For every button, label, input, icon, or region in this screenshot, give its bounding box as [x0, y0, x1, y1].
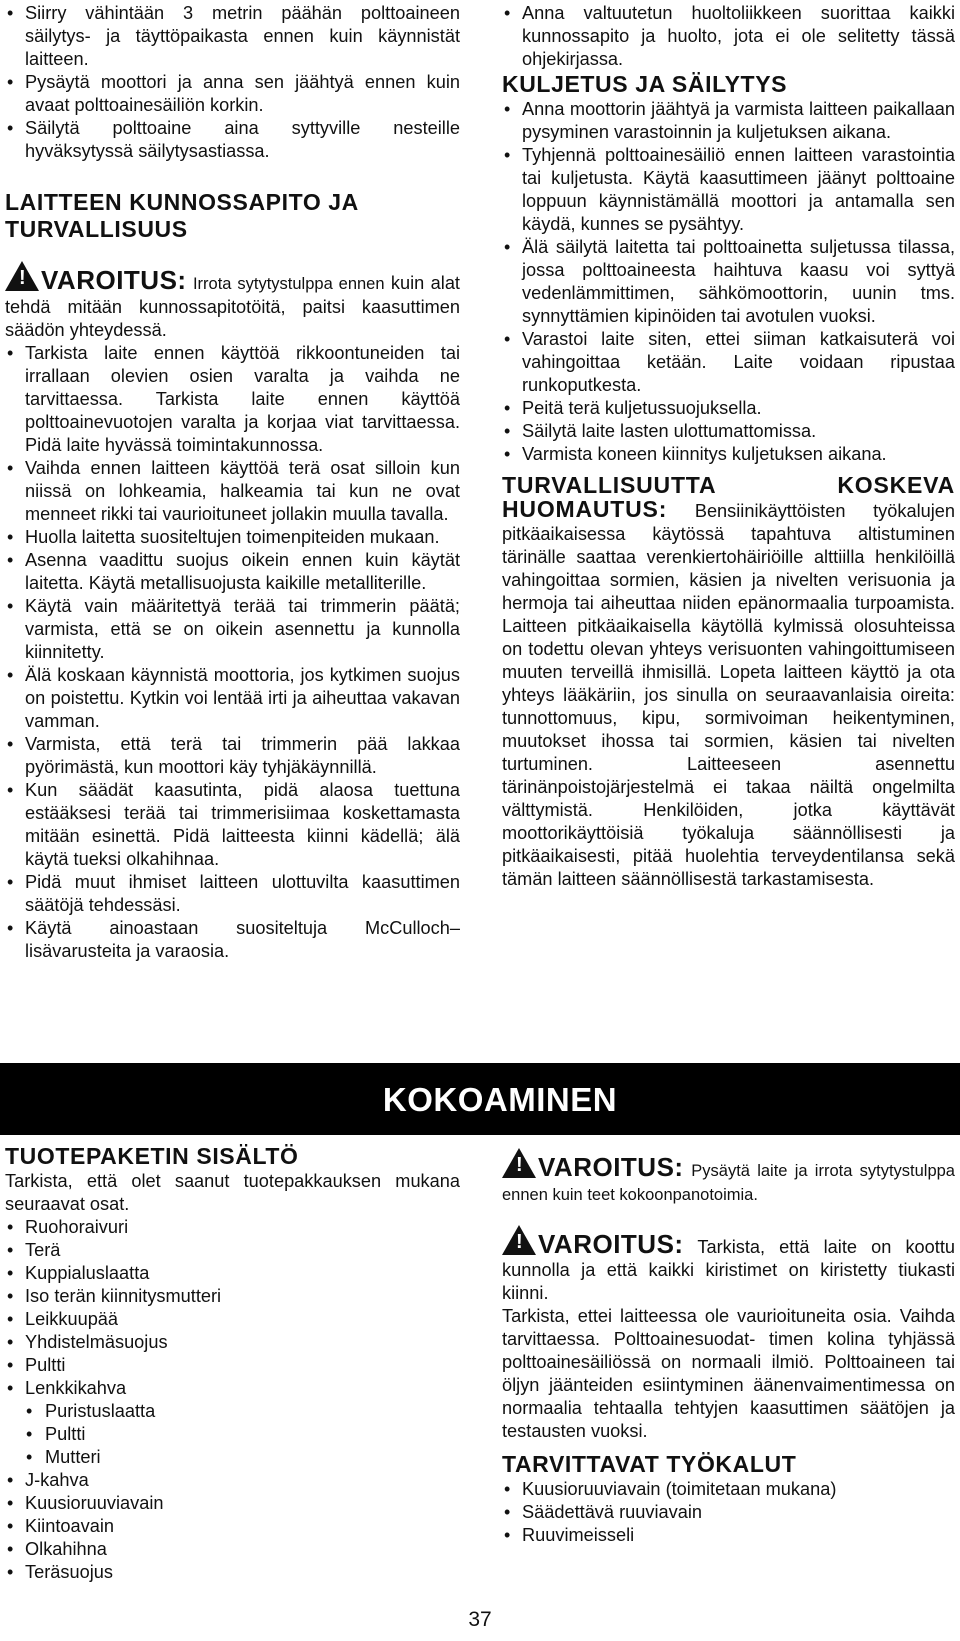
list-item: • Pidä muut ihmiset laitteen ulottuvilta kaasuttimen säätöjä tehdessäsi. [5, 871, 460, 917]
list-item: • Varastoi laite siten, ettei siiman katkaisuterä voi vahingoittaa ketään. Laite voidaan ripustaa runkoputkesta. [502, 328, 955, 397]
list-item: • Olkahihna [5, 1538, 460, 1561]
maintenance-heading: LAITTEEN KUNNOSSAPITO JA TURVALLISUUS [5, 189, 359, 242]
list-item: • Huolla laitetta suositeltujen toimenpiteiden mukaan. [5, 526, 460, 549]
page-number: 37 [468, 1608, 492, 1631]
transport-heading: KULJETUS JA SÄILYTYS [502, 71, 788, 97]
contents-intro: Tarkista, että olet saanut tuotepakkauksen mukana seuraavat osat. [5, 1171, 460, 1214]
warning-label: VAROITUS: [538, 1229, 684, 1259]
list-item: • Anna moottorin jäähtyä ja varmista laitteen paikallaan pysyminen varastoinnin ja kuljetuksen aikana. [502, 98, 955, 144]
assembly-warning [502, 1148, 955, 1207]
list-item: • Tyhjennä polttoainesäiliö ennen laitteen varastointia tai kuljetusta. Käytä kaasuttimeen jäänyt polttoaine loppuun käynnistämällä moottori ja antamalla sen käydä, kunnes se pysähtyy. [502, 144, 955, 236]
left-column-bottom [5, 1143, 460, 1584]
list-item: • Säilytä laite lasten ulottumattomissa. [502, 420, 955, 443]
warning-triangle-icon: ! [502, 1225, 536, 1255]
section-banner [0, 1063, 960, 1135]
list-item: • Ruohoraivuri [5, 1216, 460, 1239]
list-item: • Siirry vähintään 3 metrin päähän polttoaineen säilytys- ja täyttöpaikasta ennen kuin käynnistät laitteen. [5, 2, 460, 71]
warning-text: kuin alat tehdä mitään kunnossapitotöitä, paitsi kaasuttimen säädön yhteydessä. [5, 273, 460, 340]
list-item: • Käytä ainoastaan suositeltuja McCulloch–lisävarusteita ja varaosia. [5, 917, 460, 963]
banner-title: KOKOAMINEN [382, 1080, 618, 1118]
list-item: • Tarkista laite ennen käyttöä rikkoontuneiden tai irrallaan olevien osien varalta ja vaihda ne tarvittaessa. Tarkista laite ennen käyttöä polttoainevuotojen varalta ja korjaa viat tarvittaessa. Pidä laite hyvässä toimintakunnossa. [5, 342, 460, 457]
left-column-top [5, 2, 460, 963]
contents-sub-list [5, 1400, 460, 1469]
warning-label: VAROITUS: [41, 265, 187, 295]
list-item: • Kuusioruuviavain [5, 1492, 460, 1515]
list-item: • Pysäytä moottori ja anna sen jäähtyä ennen kuin avaat polttoainesäiliön korkin. [5, 71, 460, 117]
notice-word: TURVALLISUUTTA [502, 472, 717, 498]
list-item: • Yhdistelmäsuojus [5, 1331, 460, 1354]
right-column-bottom [502, 1148, 955, 1547]
list-item: • Peitä terä kuljetussuojuksella. [502, 397, 955, 420]
list-item: • Vaihda ennen laitteen käyttöä terä osat silloin kun niissä on lohkeamia, halkeamia tai kun ne ovat menneet rikki tai vaurioituneet jollakin muulla tavalla. [5, 457, 460, 526]
right-column-top [502, 2, 955, 891]
warning-label: VAROITUS: [538, 1152, 684, 1182]
list-item: • Iso terän kiinnitysmutteri [5, 1285, 460, 1308]
list-item: • Teräsuojus [5, 1561, 460, 1584]
warning-text: Tarkista, että laite on koottu kunnolla ja että kaikki kiristimet on kiristetty tiukasti kiinni. [502, 1237, 955, 1303]
list-item: • Älä koskaan käynnistä moottoria, jos kytkimen suojus on poistettu. Kytkin voi lentää irti ja aiheuttaa vakavan vamman. [5, 664, 460, 733]
list-item: • Asenna vaadittu suojus oikein ennen kuin käytät laitetta. Käytä metallisuojusta kaikille metalliterille. [5, 549, 460, 595]
list-item: • Mutteri [5, 1446, 460, 1469]
notice-word: KOSKEVA [837, 472, 955, 498]
list-item: • Anna valtuutetun huoltoliikkeen suorittaa kaikki kunnossapito ja huolto, jota ei ole selitetty tässä ohjekirjassa. [502, 2, 955, 71]
service-list [502, 2, 955, 71]
list-item: • Säädettävä ruuviavain [502, 1501, 955, 1524]
notice-body: Bensiinikäyttöisten työkalujen pitkäaikaisessa käytössä tapahtuva altistuminen tärinälle saattaa verenkiertohäiriöille alttiilla henkilöillä vahingoittaa sormien, käsien ja nivelten verisuonia ja hermoja tai aiheuttaa niiden epänormaalia turpoamista. Laitteen pitkäaikaisella käytöllä kylmissä olosuhteissa on todettu olevan yhteys verisuonten vahingoittumiseen muuten terveillä ihmisillä. Lopeta laitteen käyttö ja ota yhteys lääkäriin, jos sinulla on seuraavanlaisia oireita: tunnottomuus, kipu, sormivoiman heikentyminen, muutokset ihossa tai sormien, käsien tai nivelten turtuminen. Laitteeseen asennettu tärinänpoistojärjestelmä ei takaa näiltä ongelmilta välttymistä. Henkilöiden, jotka käyttävät moottorikäyttöisiä työkaluja säännöllisesti ja pitkäaikaisesti, pitää huolehtia terveydentilansa sekä tämän laitteen säännöllisestä tarkastamisesta. [502, 501, 955, 889]
maintenance-list [5, 342, 460, 963]
inspection-paragraph: Tarkista, ettei laitteessa ole vaurioituneita osia. Vaihda tarvittaessa. Polttoainesuodat- timen kolina tyhjässä polttoainesäiliössä on normaali ilmiö. Polttoaineen tai öljyn jäänteiden esiintyminen äänenvaimentimessa on normaalia tehtaalla tehtyjen kaasuttimen säätöjen ja testausten vuoksi. [502, 1306, 955, 1441]
assembly-check-warning [502, 1225, 955, 1305]
warning-text: Pysäytä laite ja irrota sytytystulppa ennen kuin teet kokoonpanotoimia. [502, 1162, 955, 1204]
tools-list [502, 1478, 955, 1547]
safety-notice-text [502, 498, 955, 891]
list-item: • J-kahva [5, 1469, 460, 1492]
list-item: • Kun säädät kaasutinta, pidä alaosa tuettuna estääksesi terää tai trimmerisiimaa koskettamasta mitään esinettä. Pidä laitteesta kiinni kädellä; älä käytä tueksi olkahihnaa. [5, 779, 460, 871]
list-item: • Käytä vain määritettyä terää tai trimmerin päätä; varmista, että se on oikein asennettu ja kunnolla kiinnitetty. [5, 595, 460, 664]
list-item: • Terä [5, 1239, 460, 1262]
list-item: • Älä säilytä laitetta tai polttoainetta suljetussa tilassa, jossa polttoaineesta haihtuva kaasu voi syttyä vedenlämmittimen, sähkömoottorin, uunin tms. synnyttämien kipinöiden tai avotulen vuoksi. [502, 236, 955, 328]
transport-list [502, 98, 955, 466]
list-item: • Leikkuupää [5, 1308, 460, 1331]
warning-triangle-icon: ! [502, 1148, 536, 1178]
list-item: • Varmista koneen kiinnitys kuljetuksen aikana. [502, 443, 955, 466]
notice-label: HUOMAUTUS: [502, 496, 668, 522]
list-item: • Kiintoavain [5, 1515, 460, 1538]
fuel-safety-list [5, 2, 460, 163]
list-item: • Ruuvimeisseli [502, 1524, 955, 1547]
safety-notice-heading [502, 472, 955, 498]
list-item: • Lenkkikahva [5, 1377, 460, 1400]
maintenance-warning [5, 261, 460, 342]
list-item: • Kuusioruuviavain (toimitetaan mukana) [502, 1478, 955, 1501]
list-item: • Säilytä polttoaine aina syttyville nesteille hyväksytyssä säilytysastiassa. [5, 117, 460, 163]
list-item: • Pultti [5, 1423, 460, 1446]
contents-heading: TUOTEPAKETIN SISÄLTÖ [5, 1143, 299, 1169]
warning-triangle-icon: ! [5, 261, 39, 291]
contents-list [5, 1216, 460, 1400]
list-item: • Kuppialuslaatta [5, 1262, 460, 1285]
contents-list-continued [5, 1469, 460, 1584]
tools-heading: TARVITTAVAT TYÖKALUT [502, 1451, 797, 1477]
list-item: • Varmista, että terä tai trimmerin pää lakkaa pyörimästä, kun moottori käy tyhjäkäynnillä. [5, 733, 460, 779]
list-item: • Puristuslaatta [5, 1400, 460, 1423]
list-item: • Pultti [5, 1354, 460, 1377]
warning-inline-text: Irrota sytytystulppa ennen [192, 275, 385, 293]
